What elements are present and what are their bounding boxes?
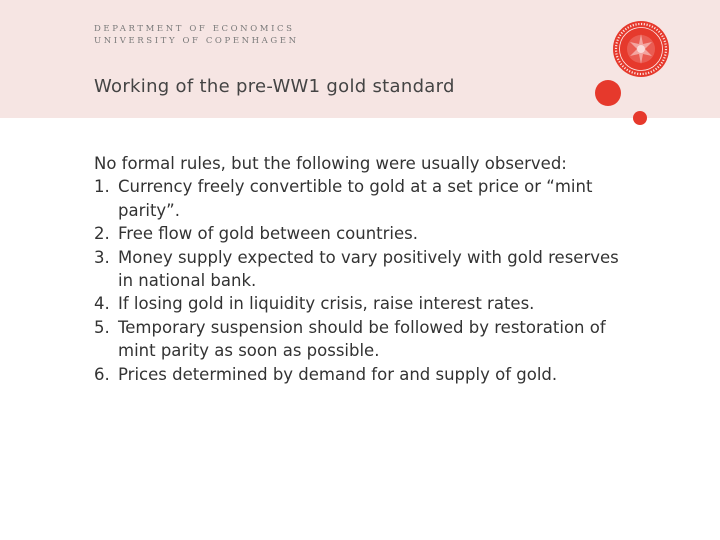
list-item [94,292,634,315]
list-item-number: 4. [94,294,110,314]
list-item [94,222,634,245]
list-item-number: 1. [94,177,110,197]
decorative-large-dot [595,80,621,106]
department-heading [94,23,299,47]
list-item [94,246,634,293]
list-item-text: Currency freely convertible to gold at a set price or “mint parity”. [118,177,593,220]
intro-text: No formal rules, but the following were usually observed: [94,154,567,173]
list-item [94,175,634,222]
department-name: DEPARTMENT OF ECONOMICS [94,24,295,34]
list-item-text: If losing gold in liquidity crisis, raise interest rates. [118,294,535,314]
list-item [94,316,634,363]
list-item-text: Temporary suspension should be followed by restoration of mint parity as soon as possible. [118,317,606,361]
list-item-number: 6. [94,364,110,384]
list-item-text: Money supply expected to vary positively with gold reserves in national bank. [118,247,619,291]
list-item-number: 3. [94,247,110,267]
slide-title: Working of the pre-WW1 gold standard [94,76,455,97]
decorative-small-dot [633,111,647,125]
rules-list [94,175,634,386]
list-item-number: 5. [94,317,110,337]
university-seal-icon [612,20,670,78]
list-item-text: Prices determined by demand for and supply of gold. [118,364,558,384]
university-name: UNIVERSITY OF COPENHAGEN [94,36,299,46]
list-item [94,363,634,386]
slide-body [94,152,634,386]
list-item-number: 2. [94,224,110,244]
list-item-text: Free flow of gold between countries. [118,224,419,244]
